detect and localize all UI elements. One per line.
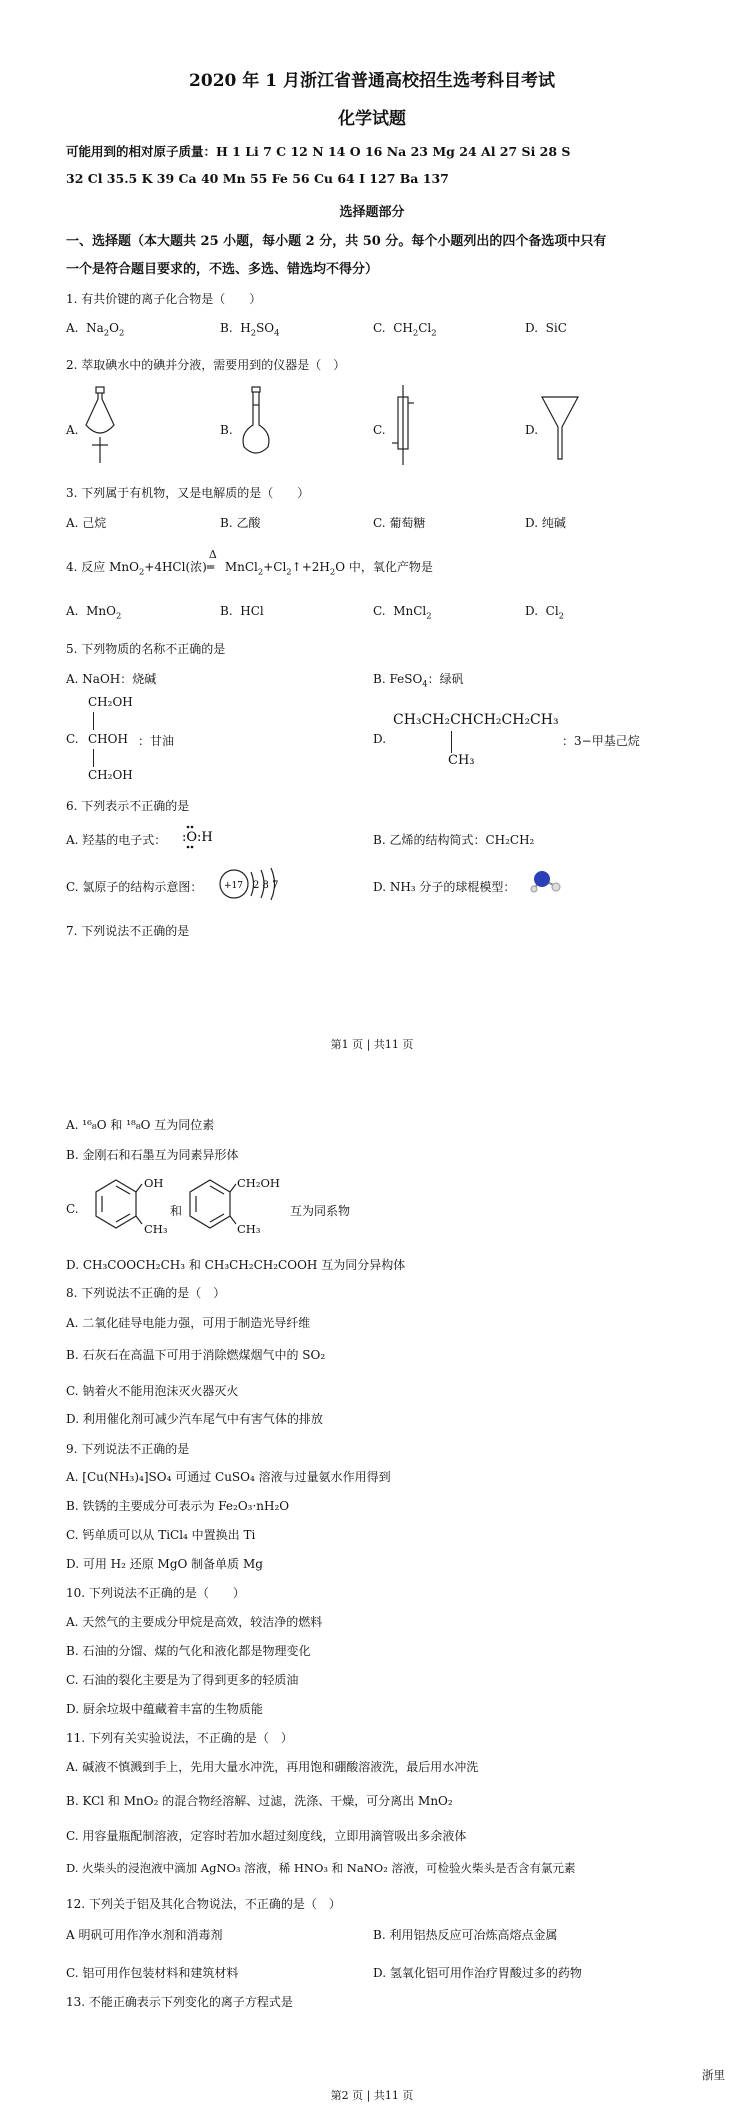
q11-option-c: C. 用容量瓶配制溶液，定容时若加水超过刻度线，立即用滴管吸出多余液体 [66,1829,467,1843]
o-cresol-ch3: CH₃ [144,1222,168,1236]
q3-option-c: C. 葡萄糖 [373,516,426,530]
page2-footer: 第2 页 | 共11 页 [330,2089,414,2102]
q12-option-c: C. 铝可用作包装材料和建筑材料 [66,1966,239,1980]
q9-option-c: C. 钙单质可以从 TiCl₄ 中置换出 Ti [66,1528,256,1542]
q5-option-b: B. FeSO$_4$：绿矾 [373,672,464,689]
o-cresol-oh: OH [144,1176,164,1190]
q12-stem: 12. 下列关于铝及其化合物说法，不正确的是（ ） [66,1897,341,1911]
q6-option-a: A. 羟基的电子式： [66,833,167,847]
corner-text: 浙里 [702,2068,725,2082]
glycerol-bond-2 [93,749,94,767]
q13-stem: 13. 不能正确表示下列变化的离子方程式是 [66,1995,293,2009]
condenser-icon [388,385,418,465]
atomic-masses-line2: 32 Cl 35.5 K 39 Ca 40 Mn 55 Fe 56 Cu 64 I 127 Ba 137 [66,171,449,186]
exam-title: 2020 年 1 月浙江省普通高校招生选考科目考试 [189,71,555,91]
q11-stem: 11. 下列有关实验说法，不正确的是（ ） [66,1731,293,1745]
q11-option-a: A. 碱液不慎溅到手上，先用大量水冲洗，再用饱和硼酸溶液洗，最后用水冲洗 [66,1760,479,1774]
q10-option-a: A. 天然气的主要成分甲烷是高效，较洁净的燃料 [66,1615,323,1629]
q5-d-name: ：3−甲基己烷 [562,734,640,748]
instructions-line2: 一个是符合题目要求的，不选、多选、错选均不得分） [66,262,379,277]
q11-option-d: D. 火柴头的浸泡液中滴加 AgNO₃ 溶液，稀 HNO₃ 和 NaNO₂ 溶液，可检验火柴头是否含有氯元素 [66,1861,576,1875]
q9-option-d: D. 可用 H₂ 还原 MgO 制备单质 Mg [66,1557,263,1571]
q5-d-label: D. [373,732,387,746]
q10-option-d: D. 厨余垃圾中蕴藏着丰富的生物质能 [66,1702,263,1716]
benzyl-ch3: CH₃ [237,1222,261,1236]
q6-option-b: B. 乙烯的结构简式：CH₂CH₂ [373,833,535,847]
ammonia-ball-stick-icon [528,868,568,894]
q12-option-d: D. 氢氧化铝可用作治疗胃酸过多的药物 [373,1966,582,1980]
q8-option-c: C. 钠着火不能用泡沫灭火器灭火 [66,1384,239,1398]
q5-c-label: C. [66,732,79,746]
volumetric-flask-icon [236,385,276,465]
q7-option-c-tail: 互为同系物 [290,1204,351,1218]
benzyl-ch2oh: CH₂OH [237,1176,280,1190]
svg-text::O:H: :O:H [182,830,213,845]
q7-option-c-and: 和 [170,1204,183,1218]
glycerol-mid: CHOH [88,732,128,746]
q7-stem: 7. 下列说法不正确的是 [66,924,190,938]
q5-option-a: A. NaOH：烧碱 [66,672,157,686]
q8-option-a: A. 二氧化硅导电能力强，可用于制造光导纤维 [66,1316,311,1330]
q12-option-b: B. 利用铝热反应可冶炼高熔点金属 [373,1928,558,1942]
q2-stem: 2. 萃取碘水中的碘并分液，需要用到的仪器是（ ） [66,358,346,372]
q10-option-c: C. 石油的裂化主要是为了得到更多的轻质油 [66,1673,299,1687]
funnel-icon [540,395,580,465]
svg-text:2 8 7: 2 8 7 [253,880,279,891]
q1-option-a: A. $Na_2O_2$ [66,321,125,338]
q10-option-b: B. 石油的分馏、煤的气化和液化都是物理变化 [66,1644,311,1658]
hexane-main-chain: CH₃CH₂CHCH₂CH₂CH₃ [393,712,559,728]
q6-option-c: C. 氯原子的结构示意图： [66,880,203,894]
q10-stem: 10. 下列说法不正确的是（ ） [66,1586,245,1600]
q6-option-d: D. NH₃ 分子的球棍模型： [373,880,516,894]
q4-option-b: B. HCl [220,604,264,618]
q12-option-a: A 明矾可用作净水剂和消毒剂 [66,1928,223,1942]
q7-option-d: D. CH₃COOCH₂CH₃ 和 CH₃CH₂CH₂COOH 互为同分异构体 [66,1258,406,1272]
separatory-funnel-icon [80,385,120,465]
q7-option-a: A. ¹⁶₈O 和 ¹⁸₈O 互为同位素 [66,1118,215,1132]
glycerol-bond-1 [93,712,94,730]
q9-stem: 9. 下列说法不正确的是 [66,1442,190,1456]
q9-option-a: A. [Cu(NH₃)₄]SO₄ 可通过 CuSO₄ 溶液与过量氨水作用得到 [66,1470,391,1484]
q2-label-b: B. [220,423,233,437]
q8-option-d: D. 利用催化剂可减少汽车尾气中有害气体的排放 [66,1412,323,1426]
glycerol-top: CH₂OH [88,695,133,709]
q4-option-d: D. $Cl_2$ [525,604,564,621]
chlorine-atom-structure-icon [218,862,288,906]
q7-option-c-label: C. [66,1202,79,1216]
q4-option-a: A. MnO$_2$ [66,604,122,621]
instructions-line1: 一、选择题（本大题共 25 小题，每小题 2 分，共 50 分。每个小题列出的四个备选项中只有 [66,234,607,249]
q3-option-b: B. 乙酸 [220,516,261,530]
hexane-branch: CH₃ [448,753,475,768]
q4-option-c: C. MnCl$_2$ [373,604,432,621]
q9-option-b: B. 铁锈的主要成分可表示为 Fe₂O₃·nH₂O [66,1499,290,1513]
q1-stem: 1. 有共价键的离子化合物是（ ） [66,292,262,306]
q3-option-a: A. 己烷 [66,516,107,530]
q2-label-d: D. [525,423,539,437]
svg-text:+17: +17 [224,881,243,891]
exam-subtitle: 化学试题 [338,109,406,129]
q5-stem: 5. 下列物质的名称不正确的是 [66,642,226,656]
q8-option-b: B. 石灰石在高温下可用于消除燃煤烟气中的 SO₂ [66,1348,326,1362]
q2-label-a: A. [66,423,79,437]
section-title: 选择题部分 [339,205,405,220]
q1-option-b: B. $H_2SO_4$ [220,321,280,338]
q8-stem: 8. 下列说法不正确的是（ ） [66,1286,226,1300]
hexane-branch-bond [451,731,452,753]
hydroxyl-electron-dot-icon [180,822,213,852]
q3-option-d: D. 纯碱 [525,516,566,530]
glycerol-bot: CH₂OH [88,768,133,782]
atomic-masses-line1: 可能用到的相对原子质量：H 1 Li 7 C 12 N 14 O 16 Na 23 Mg 24 Al 27 Si 28 S [66,144,571,159]
q3-stem: 3. 下列属于有机物，又是电解质的是（ ） [66,486,310,500]
q7-option-b: B. 金刚石和石墨互为同素异形体 [66,1148,239,1162]
q1-option-d: D. SiC [525,321,567,335]
q11-option-b: B. KCl 和 MnO₂ 的混合物经溶解、过滤，洗涤、干燥，可分离出 MnO₂ [66,1794,453,1808]
q1-option-c: C. $CH_2Cl_2$ [373,321,437,338]
q4-stem: 4. 反应 MnO$_2$+4HCl(浓) Δ ═ $MnCl_2+Cl_2↑+2H_2O$ 中，氧化产物是 [66,548,433,577]
q2-label-c: C. [373,423,386,437]
q5-c-name: ：甘油 [138,734,175,748]
q6-stem: 6. 下列表示不正确的是 [66,799,190,813]
page1-footer: 第1 页 | 共11 页 [330,1038,414,1051]
